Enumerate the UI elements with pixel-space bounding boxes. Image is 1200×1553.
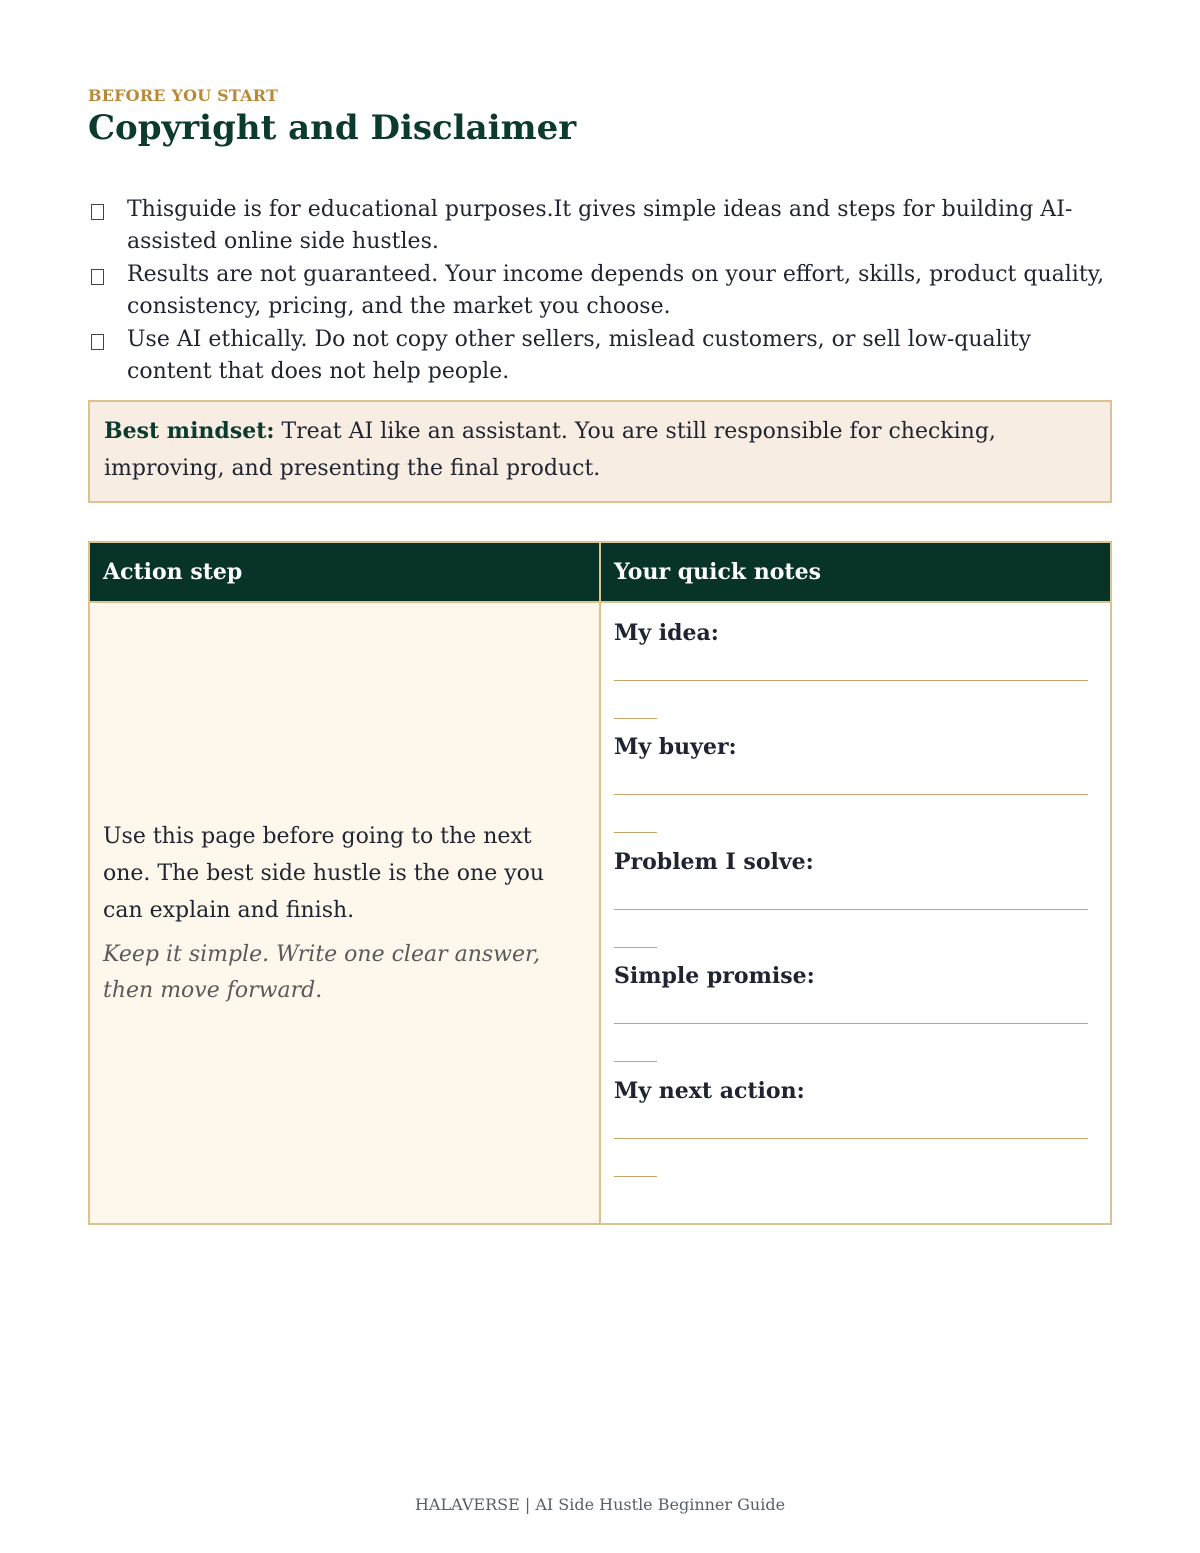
list-item-text: Use AI ethically. Do not copy other sellers, mislead customers, or sell low-quality content that does not help people. — [127, 327, 1032, 384]
note-field-buyer — [614, 731, 1088, 846]
note-field-next-action — [614, 1075, 1088, 1190]
write-line-end — [614, 718, 657, 719]
table-row — [89, 602, 1111, 1224]
checkbox-icon — [91, 334, 104, 350]
note-label: My next action: — [614, 1077, 805, 1104]
list-item-text: Thisguide is for educational purposes.It gives simple ideas and steps for building AI-assisted online side hustles. — [127, 197, 1073, 254]
mindset-callout — [88, 400, 1112, 503]
write-line-end — [614, 947, 657, 948]
write-line[interactable] — [614, 680, 1088, 681]
action-step-text: Use this page before going to the next one. The best side hustle is the one you can explain and finish. — [103, 823, 545, 923]
disclaimer-list — [88, 194, 1112, 388]
callout-label: Best mindset: — [104, 418, 275, 444]
list-item — [88, 324, 1112, 388]
header-quick-notes: Your quick notes — [600, 542, 1111, 602]
checkbox-icon — [91, 204, 104, 220]
note-field-idea — [614, 617, 1088, 732]
checkbox-icon — [91, 269, 104, 285]
page-content — [88, 84, 1112, 1225]
header-action-step: Action step — [89, 542, 600, 602]
write-line[interactable] — [614, 1023, 1088, 1024]
write-line-end — [614, 1061, 657, 1062]
note-label: Simple promise: — [614, 963, 815, 990]
list-item-text: Results are not guaranteed. Your income depends on your effort, skills, product quality, consistency, pricing, and the market you choose. — [127, 262, 1105, 319]
list-item — [88, 259, 1112, 323]
note-label: Problem I solve: — [614, 848, 814, 875]
page-title: Copyright and Disclaimer — [88, 108, 577, 148]
write-line[interactable] — [614, 794, 1088, 795]
write-line-end — [614, 832, 657, 833]
note-field-promise — [614, 960, 1088, 1075]
note-label: My idea: — [614, 619, 719, 646]
section-eyebrow: BEFORE YOU START — [88, 86, 279, 105]
write-line[interactable] — [614, 1138, 1088, 1139]
list-item — [88, 194, 1112, 258]
table-header-row — [89, 542, 1111, 602]
write-line[interactable] — [614, 909, 1088, 910]
callout-text: Treat AI like an assistant. You are still responsible for checking, improving, and presenting the final product. — [104, 419, 996, 481]
note-field-problem — [614, 846, 1088, 961]
action-step-cell — [89, 602, 600, 1224]
write-line-end — [614, 1176, 657, 1177]
quick-notes-cell — [600, 602, 1111, 1224]
note-label: My buyer: — [614, 734, 737, 761]
action-step-tip: Keep it simple. Write one clear answer, then move forward. — [103, 941, 541, 1003]
page-footer: HALAVERSE | AI Side Hustle Beginner Guide — [414, 1495, 786, 1514]
notes-table — [88, 541, 1112, 1225]
